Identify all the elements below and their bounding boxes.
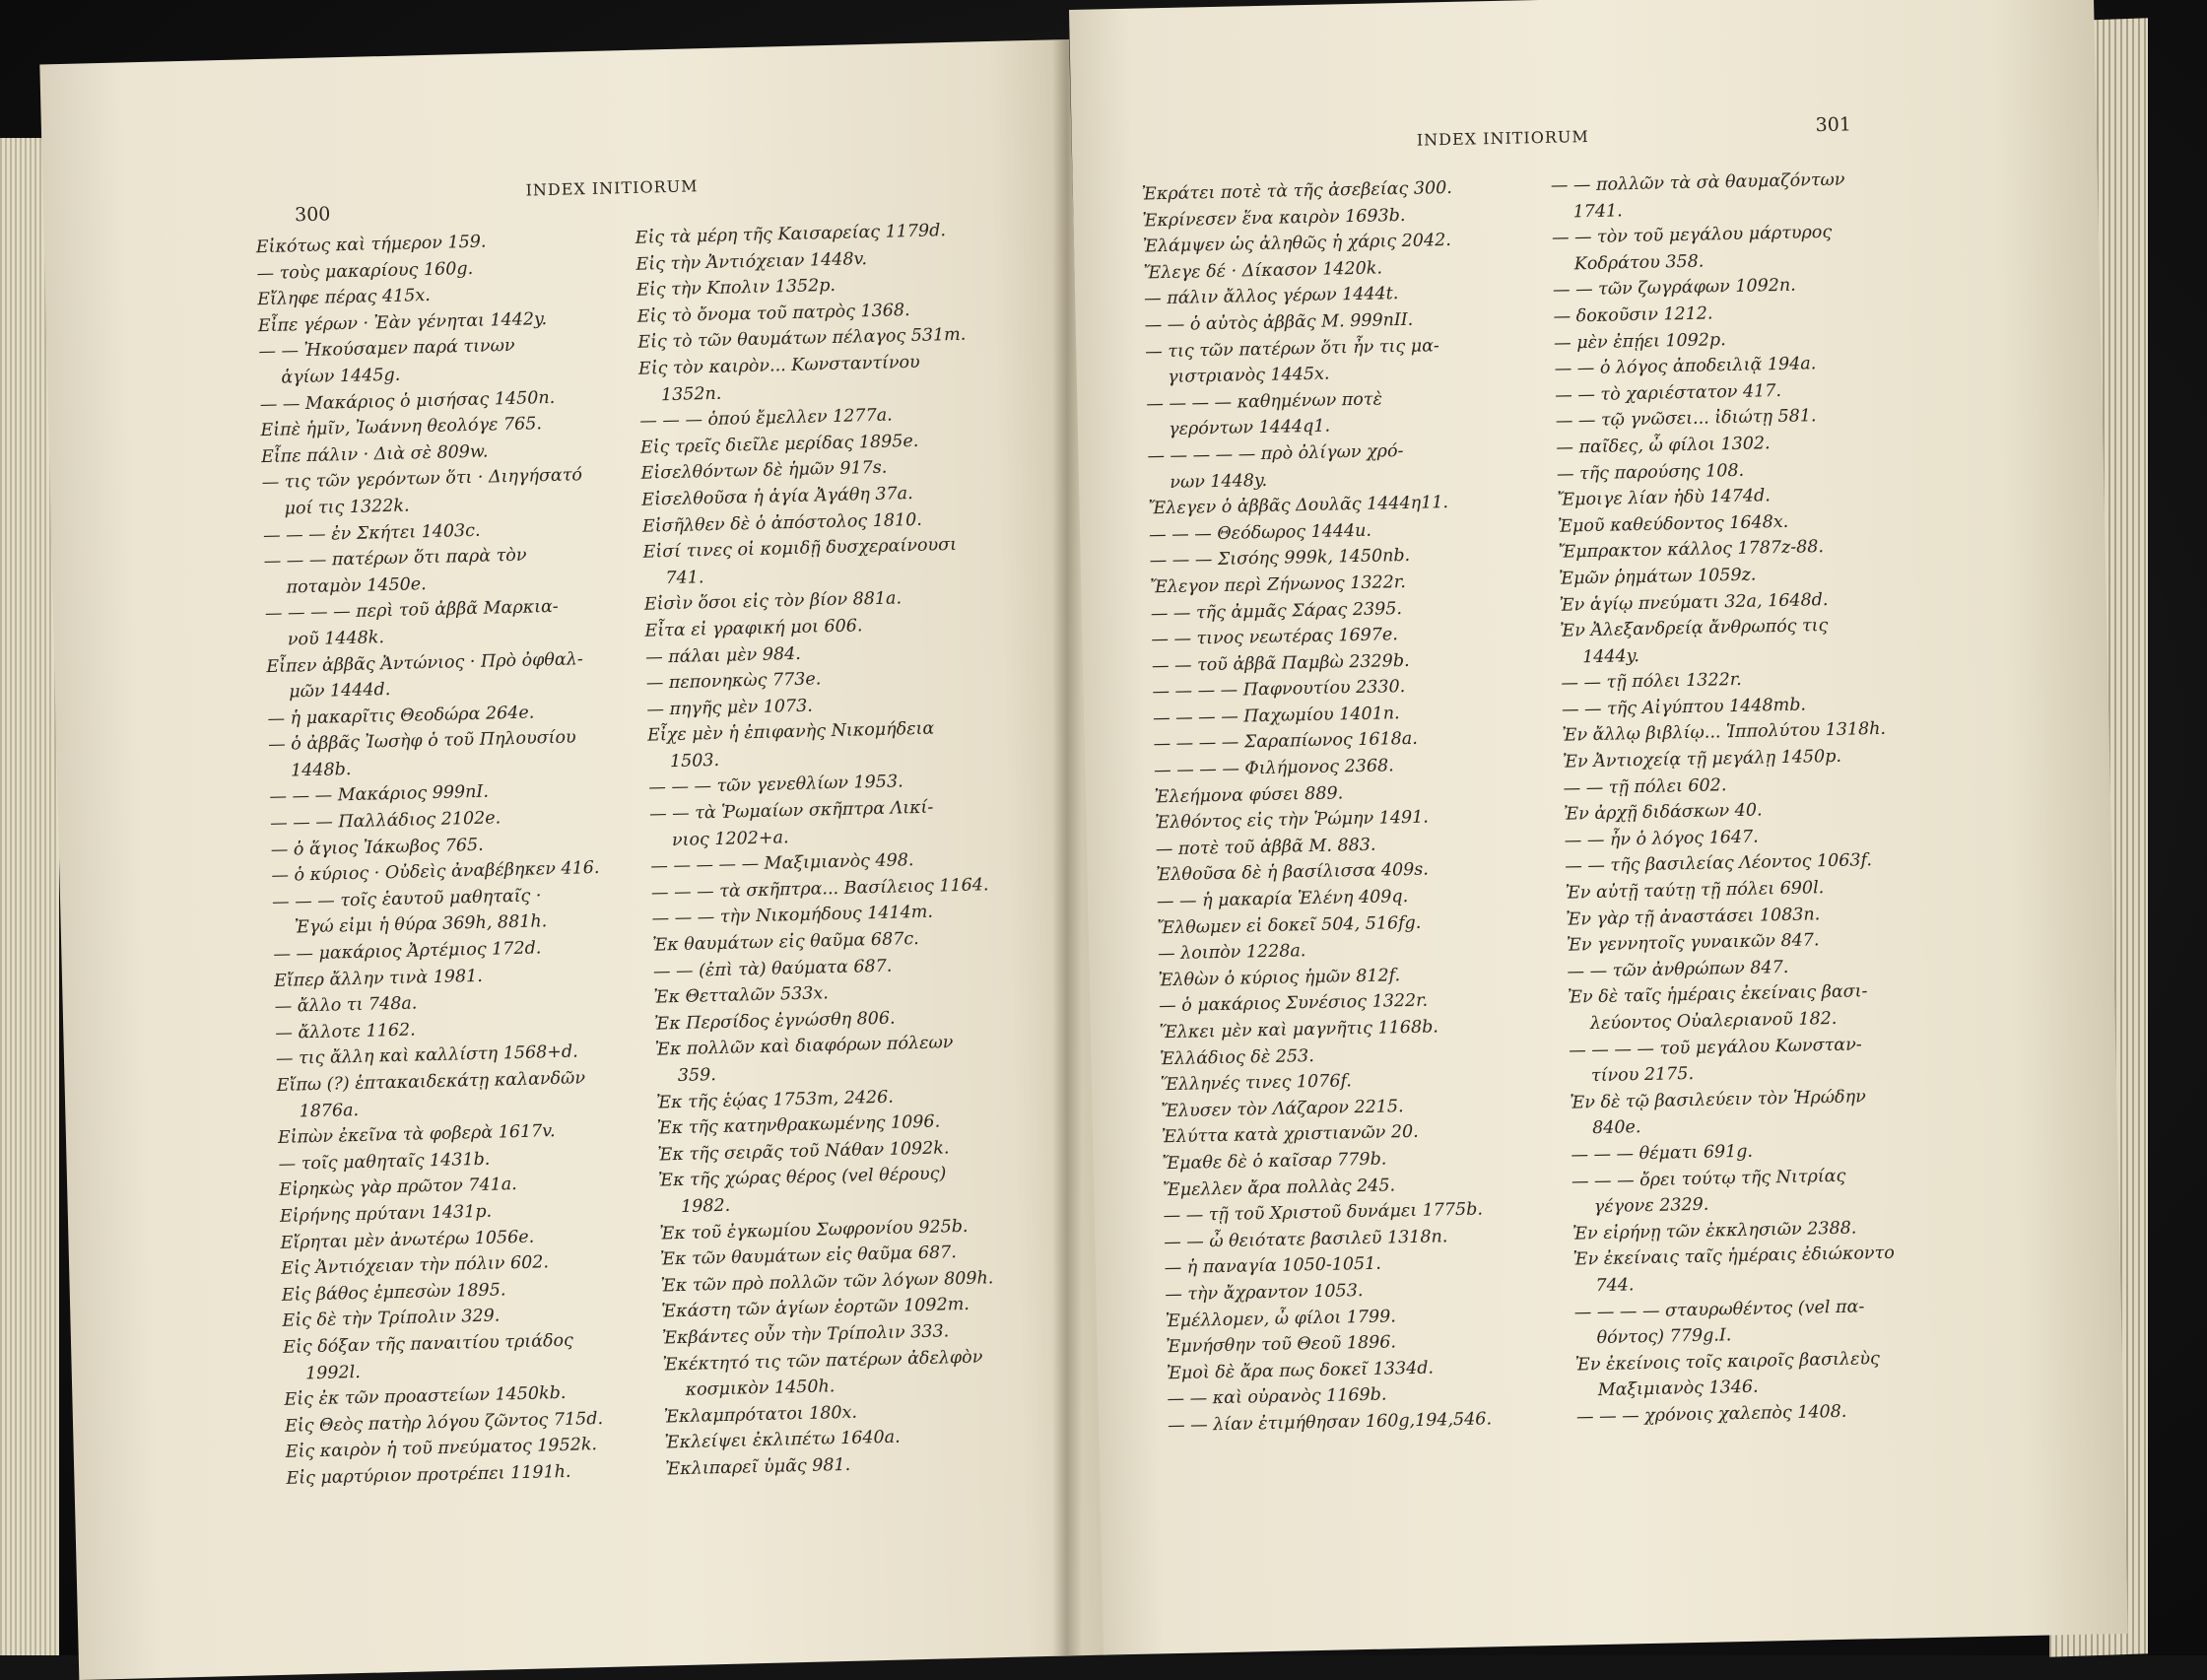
index-entry: — — — — καθημένων ποτὲ (1146, 389, 1383, 415)
index-entry: Εἰς βάθος ἐμπεσὼν 1895. (281, 1280, 506, 1306)
index-entry: — ὁ μακάριος Συνέσιος 1322r. (1158, 991, 1429, 1017)
index-entry: — τις τῶν πατέρων ὅτι ἦν τις μα- (1145, 335, 1440, 363)
index-entry: 1444y. (1560, 645, 1639, 668)
index-entry: Κοδράτου 358. (1552, 251, 1705, 275)
index-entry: — — τῇ πόλει 602. (1563, 774, 1727, 799)
index-entry: 1352n. (638, 383, 722, 406)
index-entry: — — τῇ πόλει 1322r. (1561, 670, 1742, 694)
index-entry: Μαξιμιανὸς 1346. (1575, 1377, 1759, 1401)
index-entry: νοῦ 1448k. (265, 628, 385, 651)
index-entry: 359. (655, 1065, 717, 1087)
index-entry: — — — τὰ σκῆπτρα... Βασίλειος 1164. (650, 875, 989, 904)
index-entry: — — — — Παφνουτίου 2330. (1152, 677, 1406, 703)
index-entry: Εἰς τὴν Κπολιν 1352p. (635, 276, 836, 301)
index-entry: Ἐκράτει ποτὲ τὰ τῆς ἀσεβείας 300. (1141, 177, 1453, 205)
index-entry: — — τινος νεωτέρας 1697e. (1151, 625, 1399, 650)
left-running-head: INDEX INITIORUM (525, 176, 699, 200)
index-entry: ποταμὸν 1450e. (264, 573, 427, 598)
index-entry: — ἄλλο τι 748a. (274, 993, 418, 1018)
index-entry: Ἐλθὼν ὁ κύριος ἡμῶν 812f. (1158, 965, 1401, 991)
index-entry: Ἐν γεννητοῖς γυναικῶν 847. (1566, 930, 1820, 956)
index-entry: — — τῇ τοῦ Χριστοῦ δυνάμει 1775b. (1163, 1199, 1484, 1227)
right-column-2 (1551, 165, 1972, 1431)
index-entry: Εἶπεν ἀββᾶς Ἀντώνιος · Πρὸ ὀφθαλ- (266, 648, 583, 677)
index-entry: — — Μακάριος ὁ μισήσας 1450n. (259, 387, 556, 415)
index-entry: — — μακάριος Ἀρτέμιος 172d. (273, 938, 542, 966)
index-entry: — — ἦν ὁ λόγος 1647. (1564, 827, 1759, 851)
index-entry: Ἐλύττα κατὰ χριστιανῶν 20. (1161, 1122, 1419, 1148)
index-entry: Ἐν ἁγίῳ πνεύματι 32a, 1648d. (1559, 589, 1829, 616)
index-entry: 1876a. (277, 1100, 360, 1122)
index-entry: Ἔμοιγε λίαν ἡδὺ 1474d. (1557, 486, 1772, 510)
index-entry: γερόντων 1444q1. (1146, 416, 1331, 440)
index-entry: — — — ὁπού ἔμελλεν 1277a. (639, 405, 893, 432)
index-entry: Ἐλθοῦσα δὲ ἡ βασίλισσα 409s. (1156, 859, 1430, 886)
index-entry: Ἔμελλεν ἄρα πολλὰς 245. (1162, 1175, 1396, 1200)
index-entry: 1982. (658, 1195, 731, 1218)
index-entry: — λοιπὸν 1228a. (1157, 941, 1306, 965)
index-entry: Ἐλάμψεν ὡς ἀληθῶς ἡ χάρις 2042. (1142, 231, 1452, 257)
index-entry: Εἰς ἐκ τῶν προαστείων 1450kb. (284, 1383, 567, 1410)
index-entry: — — — τοῖς ἑαυτοῦ μαθηταῖς · (271, 886, 542, 912)
index-entry: Ἐν ἄλλῳ βιβλίῳ... Ἱππολύτου 1318h. (1562, 719, 1887, 747)
index-entry: — — — θέματι 691g. (1571, 1141, 1754, 1166)
index-entry: Ἔλεγεν ὁ ἀββᾶς Δουλᾶς 1444η11. (1148, 493, 1449, 519)
index-entry: — — τὸν τοῦ μεγάλου μάρτυρος (1551, 223, 1833, 248)
index-entry: Ἔλεγε δέ · Δίκασον 1420k. (1143, 258, 1383, 284)
index-entry: — — ὦ θειότατε βασιλεῦ 1318n. (1164, 1226, 1448, 1253)
index-entry: Ἐμῶν ῥημάτων 1059z. (1558, 565, 1757, 589)
index-entry: Ἐκλείψει ἐκλιπέτω 1640a. (664, 1427, 901, 1453)
index-entry: 840e. (1570, 1117, 1641, 1139)
index-entry: — τῆς παρούσης 108. (1556, 460, 1745, 485)
index-entry: Εἰς τὸ τῶν θαυμάτων πέλαγος 531m. (637, 325, 967, 354)
index-entry: Εἰς δόξαν τῆς παναιτίου τριάδος (282, 1330, 574, 1358)
index-entry: — τις τῶν γερόντων ὅτι · Διηγήσατό (261, 465, 583, 494)
index-entry: Ἐγώ εἰμι ἡ θύρα 369h, 881h. (272, 911, 548, 939)
index-entry: Ἐκ θαυμάτων εἰς θαῦμα 687c. (652, 929, 919, 956)
index-entry: ἁγίων 1445g. (258, 365, 401, 389)
index-entry: — ὁ κύριος · Οὐδεὶς ἀναβέβηκεν 416. (271, 858, 600, 887)
index-entry: Ἐμοῦ καθεύδοντος 1648x. (1557, 511, 1789, 537)
index-entry: Ἑκάστη τῶν ἁγίων ἑορτῶν 1092m. (661, 1295, 970, 1322)
index-entry: Ἐκ τῶν θαυμάτων εἰς θαῦμα 687. (659, 1243, 958, 1270)
index-entry: Ἔλθωμεν εἰ δοκεῖ 504, 516fg. (1157, 912, 1422, 938)
index-entry: γέγονε 2329. (1572, 1194, 1709, 1218)
index-entry: Ἔμπρακτον κάλλος 1787z-88. (1558, 537, 1825, 564)
index-entry: — δοκοῦσιν 1212. (1553, 303, 1713, 327)
index-entry: — — — Μακάριος 999nI. (269, 782, 490, 808)
index-entry: Ἐκ τῆς σειρᾶς τοῦ Νάθαν 1092k. (657, 1138, 950, 1166)
index-entry: — τις ἄλλη καὶ καλλίστη 1568+d. (275, 1042, 578, 1070)
index-entry: μῶν 1444d. (266, 680, 391, 704)
left-page (39, 39, 1108, 1680)
index-entry: — πεπονηκὼς 773e. (645, 669, 822, 694)
index-entry: Ἐμοὶ δὲ ἄρα πως δοκεῖ 1334d. (1166, 1358, 1435, 1383)
index-entry: — τοῖς μαθηταῖς 1431b. (278, 1149, 491, 1175)
index-entry: Ἐν ἐκείναις ταῖς ἡμέραις ἐδιώκοντο (1572, 1243, 1895, 1270)
index-entry: — — — πατέρων ὅτι παρὰ τὸν (263, 545, 527, 572)
index-entry: — — τὸ χαριέστατον 417. (1555, 380, 1782, 406)
index-entry: Εἰς μαρτύριον προτρέπει 1191h. (286, 1461, 571, 1489)
index-entry: — — — Παλλάδιος 2102e. (269, 808, 502, 835)
index-entry: Ἐκλιπαρεῖ ὑμᾶς 981. (665, 1454, 851, 1480)
index-entry: Εἴρηται μὲν ἀνωτέρω 1056e. (280, 1227, 535, 1253)
index-entry: — — — — — πρὸ ὀλίγων χρό- (1147, 440, 1404, 467)
index-entry: Ἐν γὰρ τῇ ἀναστάσει 1083n. (1566, 904, 1821, 930)
index-entry: Εἰς τὸν καιρὸν... Κωνσταντίνου (637, 352, 920, 379)
index-entry: — — ὁ λόγος ἀποδειλιᾷ 194a. (1554, 354, 1817, 379)
index-entry: 1741. (1551, 200, 1623, 223)
left-column-2 (635, 216, 1079, 1483)
index-entry: — — λίαν ἐτιμήθησαν 160g,194,546. (1167, 1409, 1493, 1437)
index-entry: — ὁ ἀββᾶς Ἰωσὴφ ὁ τοῦ Πηλουσίου (268, 727, 576, 756)
index-entry: Ἐν δὲ τῷ βασιλεύειν τὸν Ἡρώδην (1570, 1087, 1866, 1113)
index-entry: — — τῶν ζωγράφων 1092n. (1552, 275, 1796, 302)
index-entry: Ἐκ πολλῶν καὶ διαφόρων πόλεων (654, 1033, 954, 1060)
index-entry: Ἐλθόντος εἰς τὴν Ῥώμην 1491. (1155, 807, 1430, 834)
index-entry: Εἴληφε πέρας 415x. (256, 286, 432, 310)
index-entry: Εἰς Θεὸς πατὴρ λόγου ζῶντος 715d. (284, 1408, 604, 1437)
index-entry: 741. (643, 567, 704, 589)
left-column-1 (256, 226, 671, 1493)
index-entry: γιστριανὸς 1445x. (1145, 364, 1330, 388)
index-entry: — — — χρόνοις χαλεπὸς 1408. (1575, 1401, 1847, 1428)
right-column-1 (1142, 172, 1592, 1439)
index-entry: — ἡ μακαρῖτις Θεοδώρα 264e. (267, 703, 535, 729)
index-entry: — — ὁ αὐτὸς ἀββᾶς Μ. 999nII. (1144, 309, 1414, 336)
index-entry: — — τοῦ ἀββᾶ Παμβὼ 2329b. (1151, 650, 1410, 677)
index-entry: μοί τις 1322k. (262, 496, 410, 520)
index-entry: 1448b. (268, 759, 352, 781)
index-entry: — παῖδες, ὦ φίλοι 1302. (1556, 434, 1771, 458)
index-entry: — — τῆς βασιλείας Λέοντος 1063f. (1565, 850, 1873, 878)
index-entry: 1992l. (283, 1362, 362, 1384)
index-entry: κοσμικὸν 1450h. (663, 1377, 836, 1401)
index-entry: — — — — περὶ τοῦ ἀββᾶ Μαρκια- (264, 597, 559, 625)
index-entry: Ἐκ Θετταλῶν 533x. (653, 983, 830, 1008)
index-entry: Εἰς τὰ μέρη τῆς Καισαρείας 1179d. (635, 221, 947, 248)
index-entry: Εἰρήνης πρύτανι 1431p. (279, 1201, 493, 1227)
index-entry: — — τὰ Ῥωμαίων σκῆπτρα Λικί- (648, 797, 934, 825)
index-entry: λεύοντος Οὐαλεριανοῦ 182. (1568, 1008, 1838, 1035)
index-entry: — — — — Φιλήμονος 2368. (1153, 756, 1394, 781)
index-entry: τίνου 2175. (1569, 1064, 1695, 1087)
index-entry: Ἔμαθε δὲ ὁ καῖσαρ 779b. (1162, 1149, 1387, 1175)
index-entry: — — — Θεόδωρος 1444u. (1148, 520, 1372, 546)
index-entry: — ποτὲ τοῦ ἀββᾶ Μ. 883. (1155, 835, 1376, 860)
index-entry: — — — ὄρει τούτῳ τῆς Νιτρίας (1571, 1166, 1846, 1192)
index-entry: — πάλιν ἄλλος γέρων 1444t. (1143, 284, 1399, 309)
index-entry: Ἐκ τῆς κατηνθρακωμένης 1096. (656, 1111, 941, 1139)
index-entry: Εἰπὼν ἐκεῖνα τὰ φοβερὰ 1617v. (277, 1121, 556, 1149)
index-entry: 744. (1573, 1275, 1635, 1297)
index-entry: Ἐμνήσθην τοῦ Θεοῦ 1896. (1166, 1332, 1397, 1358)
index-entry: Ἕλληνές τινες 1076f. (1160, 1071, 1353, 1096)
index-entry: Εἶπε πάλιν · Διὰ σὲ 809w. (260, 441, 489, 467)
index-entry: Ἐκ τῆς χώρας θέρος (vel θέρους) (657, 1164, 947, 1191)
index-entry: Εἰσελθόντων δὲ ἡμῶν 917s. (640, 457, 888, 485)
index-entry: Εἴπερ ἄλλην τινὰ 1981. (273, 966, 484, 991)
index-entry: Εἰσὶν ὅσοι εἰς τὸν βίον 881a. (643, 588, 903, 616)
index-entry: — ἡ παναγία 1050-1051. (1164, 1253, 1382, 1279)
index-entry: — — (ἐπὶ τὰ) θαύματα 687. (652, 956, 893, 982)
right-running-head: INDEX INITIORUM (1416, 126, 1589, 150)
index-entry: νων 1448y. (1147, 470, 1268, 493)
index-entry: — — ἡ μακαρία Ἑλένη 409q. (1156, 887, 1409, 912)
index-entry: Ἐκέκτητό τις τῶν πατέρων ἀδελφὸν (662, 1347, 983, 1376)
index-entry: — — πολλῶν τὰ σὰ θαυμαζόντων (1550, 169, 1845, 196)
index-entry: — — — τὴν Νικομήδους 1414m. (651, 903, 934, 930)
index-entry: — — — — Σαραπίωνος 1618a. (1153, 729, 1419, 755)
index-entry: Ἐκ τῶν πρὸ πολλῶν τῶν λόγων 809h. (660, 1268, 994, 1297)
index-entry: Εἰς καιρὸν ἡ τοῦ πνεύματος 1952k. (285, 1435, 598, 1463)
index-entry: — — — — σταυρωθέντος (vel πα- (1573, 1296, 1865, 1323)
index-entry: Ἕλκει μὲν καὶ μαγνῆτις 1168b. (1159, 1017, 1439, 1043)
index-entry: Εἰς τρεῖς διεῖλε μερίδας 1895e. (639, 431, 919, 458)
index-entry: Ἐν δὲ ταῖς ἡμέραις ἐκείναις βασι- (1567, 981, 1868, 1009)
index-entry: Ἐν εἰρήνῃ τῶν ἐκκλησιῶν 2388. (1572, 1218, 1857, 1244)
index-entry: Εἰς τὸ ὄνομα τοῦ πατρὸς 1368. (636, 300, 910, 327)
index-entry: Εἰς τὴν Ἀντιόχειαν 1448v. (635, 248, 868, 275)
index-entry: — μὲν ἐπῄει 1092p. (1553, 329, 1726, 354)
left-page-number: 300 (294, 203, 331, 227)
index-entry: Εἰσελθοῦσα ἡ ἁγία Ἀγάθη 37a. (641, 483, 913, 510)
index-entry: Εἰσί τινες οἱ κομιδῇ δυσχεραίνουσι (642, 535, 958, 563)
index-entry: — — τῷ γνῶσει... ἰδιώτῃ 581. (1555, 406, 1817, 433)
index-entry: Εἴπω (?) ἑπτακαιδεκάτῃ καλανδῶν (276, 1068, 586, 1096)
index-entry: Ἑλλάδιος δὲ 253. (1160, 1045, 1314, 1069)
index-entry: — πηγῆς μὲν 1073. (646, 696, 814, 720)
index-entry: Εἰς Ἀντιόχειαν τὴν πόλιν 602. (281, 1252, 550, 1280)
index-entry: Ἐκρίνεσεν ἕνα καιρὸν 1693b. (1142, 205, 1406, 232)
index-entry: νιος 1202+a. (649, 827, 789, 851)
index-entry: Ἐν Ἀντιοχείᾳ τῇ μεγάλῃ 1450p. (1562, 746, 1842, 773)
index-entry: Εἰπὲ ἡμῖν, Ἰωάννη θεολόγε 765. (260, 414, 543, 441)
index-entry: Ἐκ Περσίδος ἐγνώσθη 806. (654, 1008, 896, 1035)
index-entry: Εἶτα εἰ γραφική μοι 606. (644, 616, 863, 641)
index-entry: — ὁ ἅγιος Ἰάκωβος 765. (270, 835, 484, 860)
index-entry: — ἄλλοτε 1162. (275, 1020, 416, 1043)
index-entry: — — — τῶν γενεθλίων 1953. (648, 772, 903, 799)
index-entry: — — τῆς ἀμμᾶς Σάρας 2395. (1150, 598, 1403, 624)
index-entry: — — — Σισόης 999k, 1450nb. (1149, 546, 1411, 571)
index-entry: Ἐλεήμονα φύσει 889. (1154, 783, 1344, 808)
index-entry: Ἐν Ἀλεξανδρείᾳ ἄνθρωπός τις (1560, 616, 1829, 641)
index-entry: Ἔλυσεν τὸν Λάζαρον 2215. (1161, 1096, 1404, 1122)
index-entry: Ἔλεγον περὶ Ζήνωνος 1322r. (1150, 571, 1407, 598)
index-entry: — — τῆς Αἰγύπτου 1448mb. (1561, 695, 1807, 720)
right-page (1069, 0, 2128, 1655)
index-entry: — — — ἐν Σκήτει 1403c. (262, 520, 481, 546)
index-entry: Ἐκβάντες οὖν τὴν Τρίπολιν 333. (661, 1321, 950, 1349)
index-entry: Εἰς δὲ τὴν Τρίπολιν 329. (282, 1306, 501, 1332)
index-entry: — — — — τοῦ μεγάλου Κωνσταν- (1569, 1034, 1862, 1061)
index-entry: — — καὶ οὐρανὸς 1169b. (1167, 1384, 1387, 1410)
index-entry: Ἐν αὐτῇ ταύτῃ τῇ πόλει 690l. (1565, 878, 1825, 904)
index-entry: Ἐκ τῆς ἑῴας 1753m, 2426. (655, 1087, 895, 1113)
index-entry: Εἰρηκὼς γὰρ πρῶτον 741a. (279, 1175, 518, 1201)
index-entry: Ἐμέλλομεν, ὦ φίλοι 1799. (1165, 1306, 1397, 1331)
index-entry: Εἶχε μὲν ἡ ἐπιφανὴς Νικομήδεια (646, 718, 935, 746)
index-entry: Ἐκλαμπρότατοι 180x. (663, 1402, 858, 1428)
index-entry: — — — — — Μαξιμιανὸς 498. (650, 850, 914, 877)
index-entry: Ἐκ τοῦ ἐγκωμίου Σωφρονίου 925b. (659, 1216, 969, 1244)
index-entry: θόντος) 779g.I. (1574, 1325, 1732, 1349)
index-entry: Εἶπε γέρων · Ἐὰν γένηται 1442y. (257, 308, 548, 336)
index-entry: — τὴν ἄχραντον 1053. (1165, 1280, 1364, 1306)
index-entry: Ἐν ἐκείνοις τοῖς καιροῖς βασιλεὺς (1574, 1348, 1881, 1376)
index-entry: — — τῶν ἀνθρώπων 847. (1567, 957, 1789, 982)
index-entry: — — Ἠκούσαμεν παρά τινων (258, 336, 515, 363)
index-entry: — — — — Παχωμίου 1401n. (1152, 704, 1400, 729)
index-entry: Ἐν ἀρχῇ διδάσκων 40. (1564, 800, 1763, 825)
index-entry: — τοὺς μακαρίους 160g. (256, 258, 474, 284)
index-entry: 1503. (647, 750, 720, 773)
index-entry: — πάλαι μὲν 984. (644, 643, 802, 668)
index-entry: Εἰσῆλθεν δὲ ὁ ἀπόστολος 1810. (641, 509, 923, 537)
index-entry: Εἰκότως καὶ τήμερον 159. (255, 232, 487, 258)
right-page-number: 301 (1815, 113, 1852, 137)
